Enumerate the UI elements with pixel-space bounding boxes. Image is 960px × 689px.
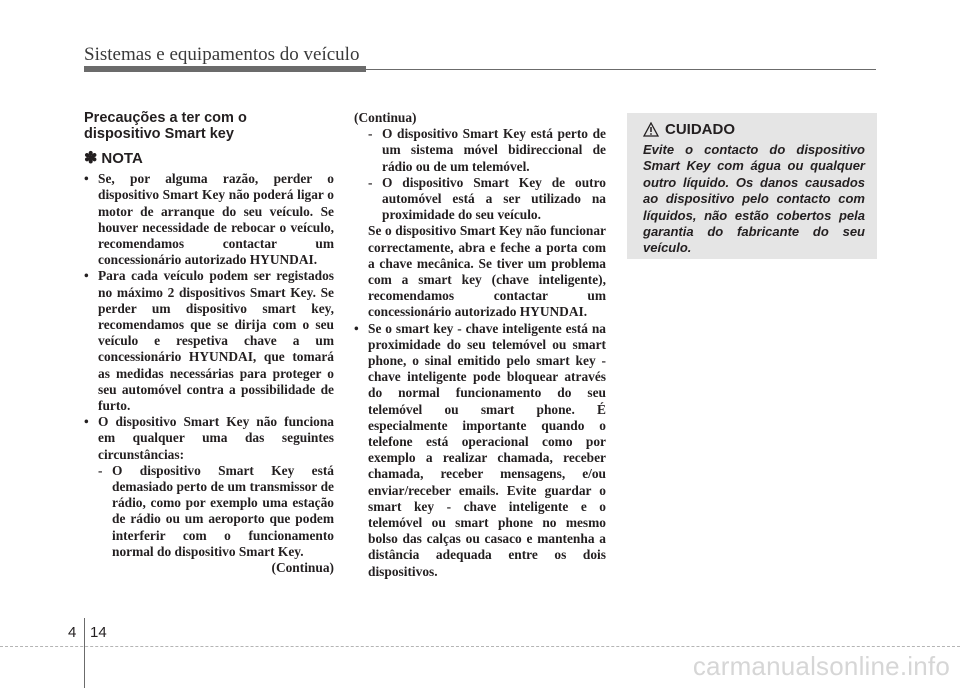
dash-mark: -: [368, 174, 373, 190]
note-label: NOTA: [101, 150, 143, 167]
sub-list-item: [98, 463, 334, 560]
left-column: [84, 110, 334, 576]
section-heading-line1: Precauções a ter com o: [84, 110, 247, 126]
page-number: 14: [90, 624, 107, 641]
caution-box: [627, 113, 877, 259]
list-item: [84, 268, 334, 414]
caution-header: [643, 121, 865, 138]
bullet-mark: •: [354, 320, 359, 336]
bullet-mark: •: [84, 414, 89, 430]
sub-list-item-text: O dispositivo Smart Key está demasiado perto de um transmissor de rádio, como por exemplo uma estação de rádio ou um aeroporto que podem interferir com o funcionamento normal do dispositivo Smart Key.: [112, 462, 334, 559]
dash-mark: -: [98, 462, 103, 478]
header-rule: [366, 69, 876, 70]
caution-title: CUIDADO: [665, 121, 735, 138]
list-item-text: O dispositivo Smart Key não funciona em qualquer uma das seguintes circunstâncias:: [98, 414, 334, 462]
dash-mark: -: [368, 126, 373, 142]
section-heading: [84, 110, 334, 142]
continued-label: (Continua): [271, 560, 334, 576]
list-item: [84, 171, 334, 268]
list-item: [84, 414, 334, 463]
bullet-mark: •: [84, 268, 89, 284]
sub-list-item: [368, 175, 606, 224]
footer-rule: [0, 646, 960, 647]
bullet-mark: •: [84, 171, 89, 187]
note-heading: [84, 151, 334, 167]
section-heading-line2: dispositivo Smart key: [84, 126, 234, 142]
list-item: [354, 321, 606, 580]
watermark: carmanualsonline.info: [692, 651, 950, 681]
continued-header: (Continua): [354, 110, 417, 125]
list-item-text: Se, por alguma razão, perder o dispositivo Smart Key não poderá ligar o motor de arranque do seu veículo. Se houver necessidade de rebocar o veículo, recomendamos contactar um concessionário autorizado HYUNDAI.: [98, 171, 334, 268]
header-bar: [84, 66, 366, 72]
sub-list-item: [368, 126, 606, 175]
note-star-icon: ✽: [84, 150, 98, 167]
list-item-text: Se o smart key - chave inteligente está na proximidade do seu telemóvel ou smart phone, o sinal emitido pelo smart key - chave inteligente pode bloquear através do normal funcionamento do seu telemóvel ou smart phone. É especialmente importante quando o telefone está operacional como por exemplo a realizar chamada, receber chamada, receber mensagens, e/ou enviar/receber emails. Evite guardar o smart key - chave inteligente e o telemóvel ou smart phone no mesmo bolso das calças ou casaco e mantenha a distância adequada entre os dois dispositivos.: [368, 320, 606, 579]
list-item-text: Para cada veículo podem ser registados no máximo 2 dispositivos Smart Key. Se perder um dispositivo smart key, recomendamos que se dirija com o seu veículo e respetiva chave a um concessionário HYUNDAI, que tomará as medidas necessárias para proteger o seu automóvel contra a possibilidade de furto.: [98, 268, 334, 414]
paragraph: Se o dispositivo Smart Key não funcionar correctamente, abra e feche a porta com a chave mecânica. Se tiver um problema com a smart key (chave inteligente), recomendamos contactar um concessionário autorizado HYUNDAI.: [368, 223, 606, 320]
chapter-number: 4: [68, 624, 77, 641]
middle-column: [354, 110, 606, 580]
caution-text: Evite o contacto do dispositivo Smart Key com água ou qualquer outro líquido. Os danos causados ao dispositivo pelo contacto com líquidos, não estão cobertos pela garantia do fabricante do seu veículo.: [643, 142, 865, 256]
page-number-separator: [84, 618, 85, 688]
sub-list-item-text: O dispositivo Smart Key está perto de um sistema móvel bidireccional de rádio ou de um telemóvel.: [382, 126, 606, 174]
sub-list-item-text: O dispositivo Smart Key de outro automóvel está a ser utilizado na proximidade do seu veículo.: [382, 174, 606, 223]
warning-icon: [643, 122, 659, 137]
page-header-title: Sistemas e equipamentos do veículo: [84, 44, 360, 65]
